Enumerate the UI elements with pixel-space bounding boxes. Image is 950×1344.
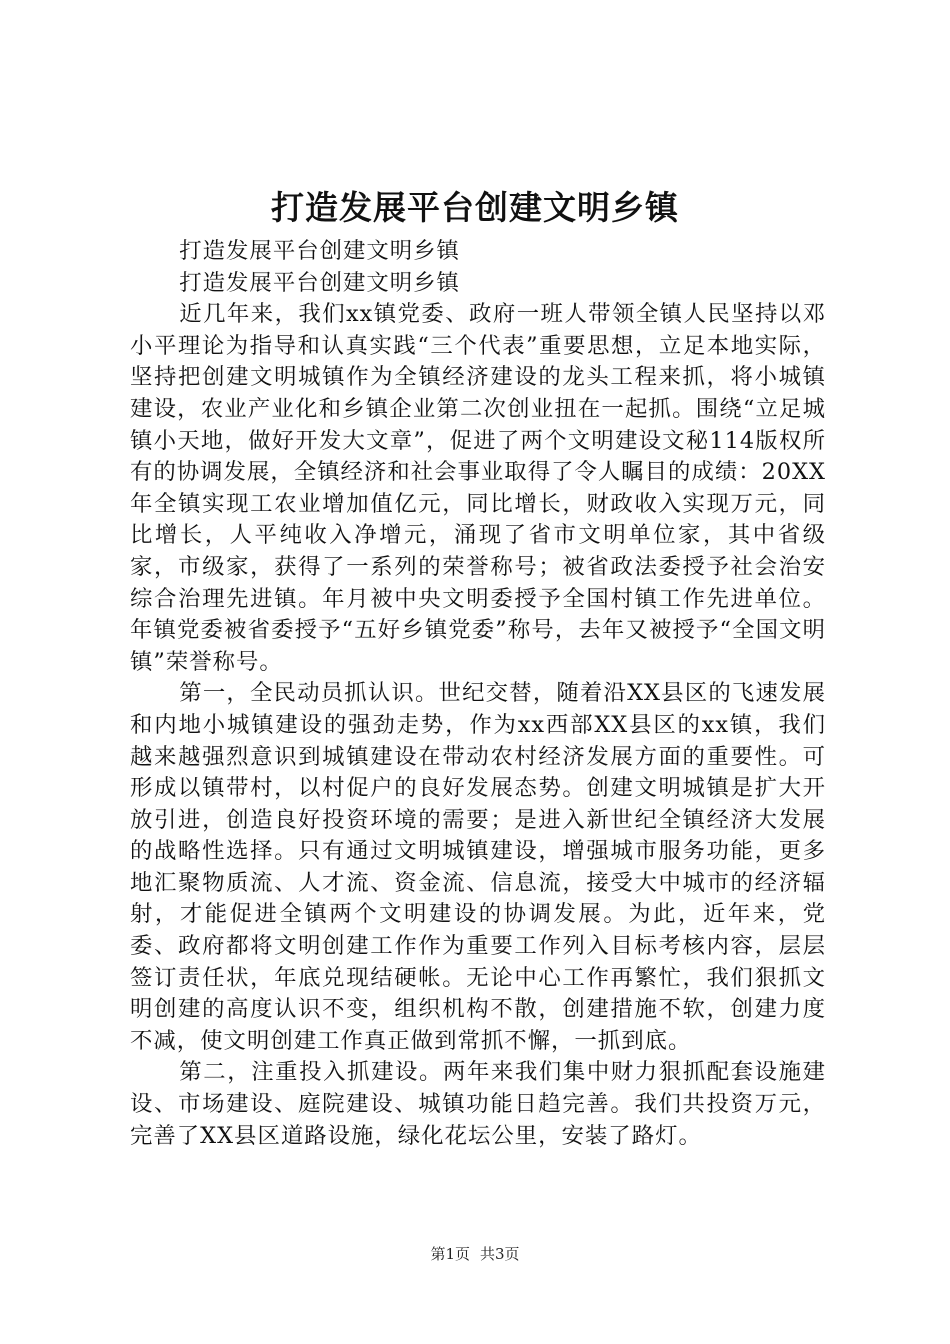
paragraph-subtitle-1: 打造发展平台创建文明乡镇	[179, 238, 460, 264]
document-body	[130, 236, 826, 1152]
page-number: 第1页	[430, 1245, 470, 1263]
document-title: 打造发展平台创建文明乡镇	[271, 188, 679, 227]
page-footer	[0, 1243, 950, 1265]
paragraph-intro: 近几年来，我们xx镇党委、政府一班人带领全镇人民坚持以邓小平理论为指导和认真实践“三个代表”重要思想，立足本地实际，坚持把创建文明城镇作为全镇经济建设的龙头工程来抓，将小城镇建设，农业产业化和乡镇企业第二次创业扭在一起抓。围绕“立足城镇小天地，做好开发大文章”，促进了两个文明建设文秘114版权所有的协调发展，全镇经济和社会事业取得了令人瞩目的成绩：20XX年全镇实现工农业增加值亿元，同比增长，财政收入实现万元，同比增长，人平纯收入净增元，涌现了省市文明单位家，其中省级家，市级家，获得了一系列的荣誉称号；被省政法委授予社会治安综合治理先进镇。年月被中央文明委授予全国村镇工作先进单位。年镇党委被省委授予“五好乡镇党委”称号，去年又被授予“全国文明镇”荣誉称号。	[130, 301, 826, 675]
page-total: 共3页	[480, 1245, 520, 1263]
paragraph-section-1: 第一，全民动员抓认识。世纪交替，随着沿XX县区的飞速发展和内地小城镇建设的强劲走势，作为xx西部XX县区的xx镇，我们越来越强烈意识到城镇建设在带动农村经济发展方面的重要性。可形成以镇带村，以村促户的良好发展态势。创建文明城镇是扩大开放引进，创造良好投资环境的需要；是进入新世纪全镇经济大发展的战略性选择。只有通过文明城镇建设，增强城市服务功能，更多地汇聚物质流、人才流、资金流、信息流，接受大中城市的经济辐射，才能促进全镇两个文明建设的协调发展。为此，近年来，党委、政府都将文明创建工作作为重要工作列入目标考核内容，层层签订责任状，年底兑现结硬帐。无论中心工作再繁忙，我们狠抓文明创建的高度认识不变，组织机构不散，创建措施不软，创建力度不减，使文明创建工作真正做到常抓不懈，一抓到底。	[130, 680, 826, 1054]
paragraph-section-2: 第二，注重投入抓建设。两年来我们集中财力狠抓配套设施建设、市场建设、庭院建设、城镇功能日趋完善。我们共投资万元，完善了XX县区道路设施，绿化花坛公里，安装了路灯。	[130, 1059, 826, 1149]
paragraph-subtitle-2: 打造发展平台创建文明乡镇	[179, 269, 460, 296]
